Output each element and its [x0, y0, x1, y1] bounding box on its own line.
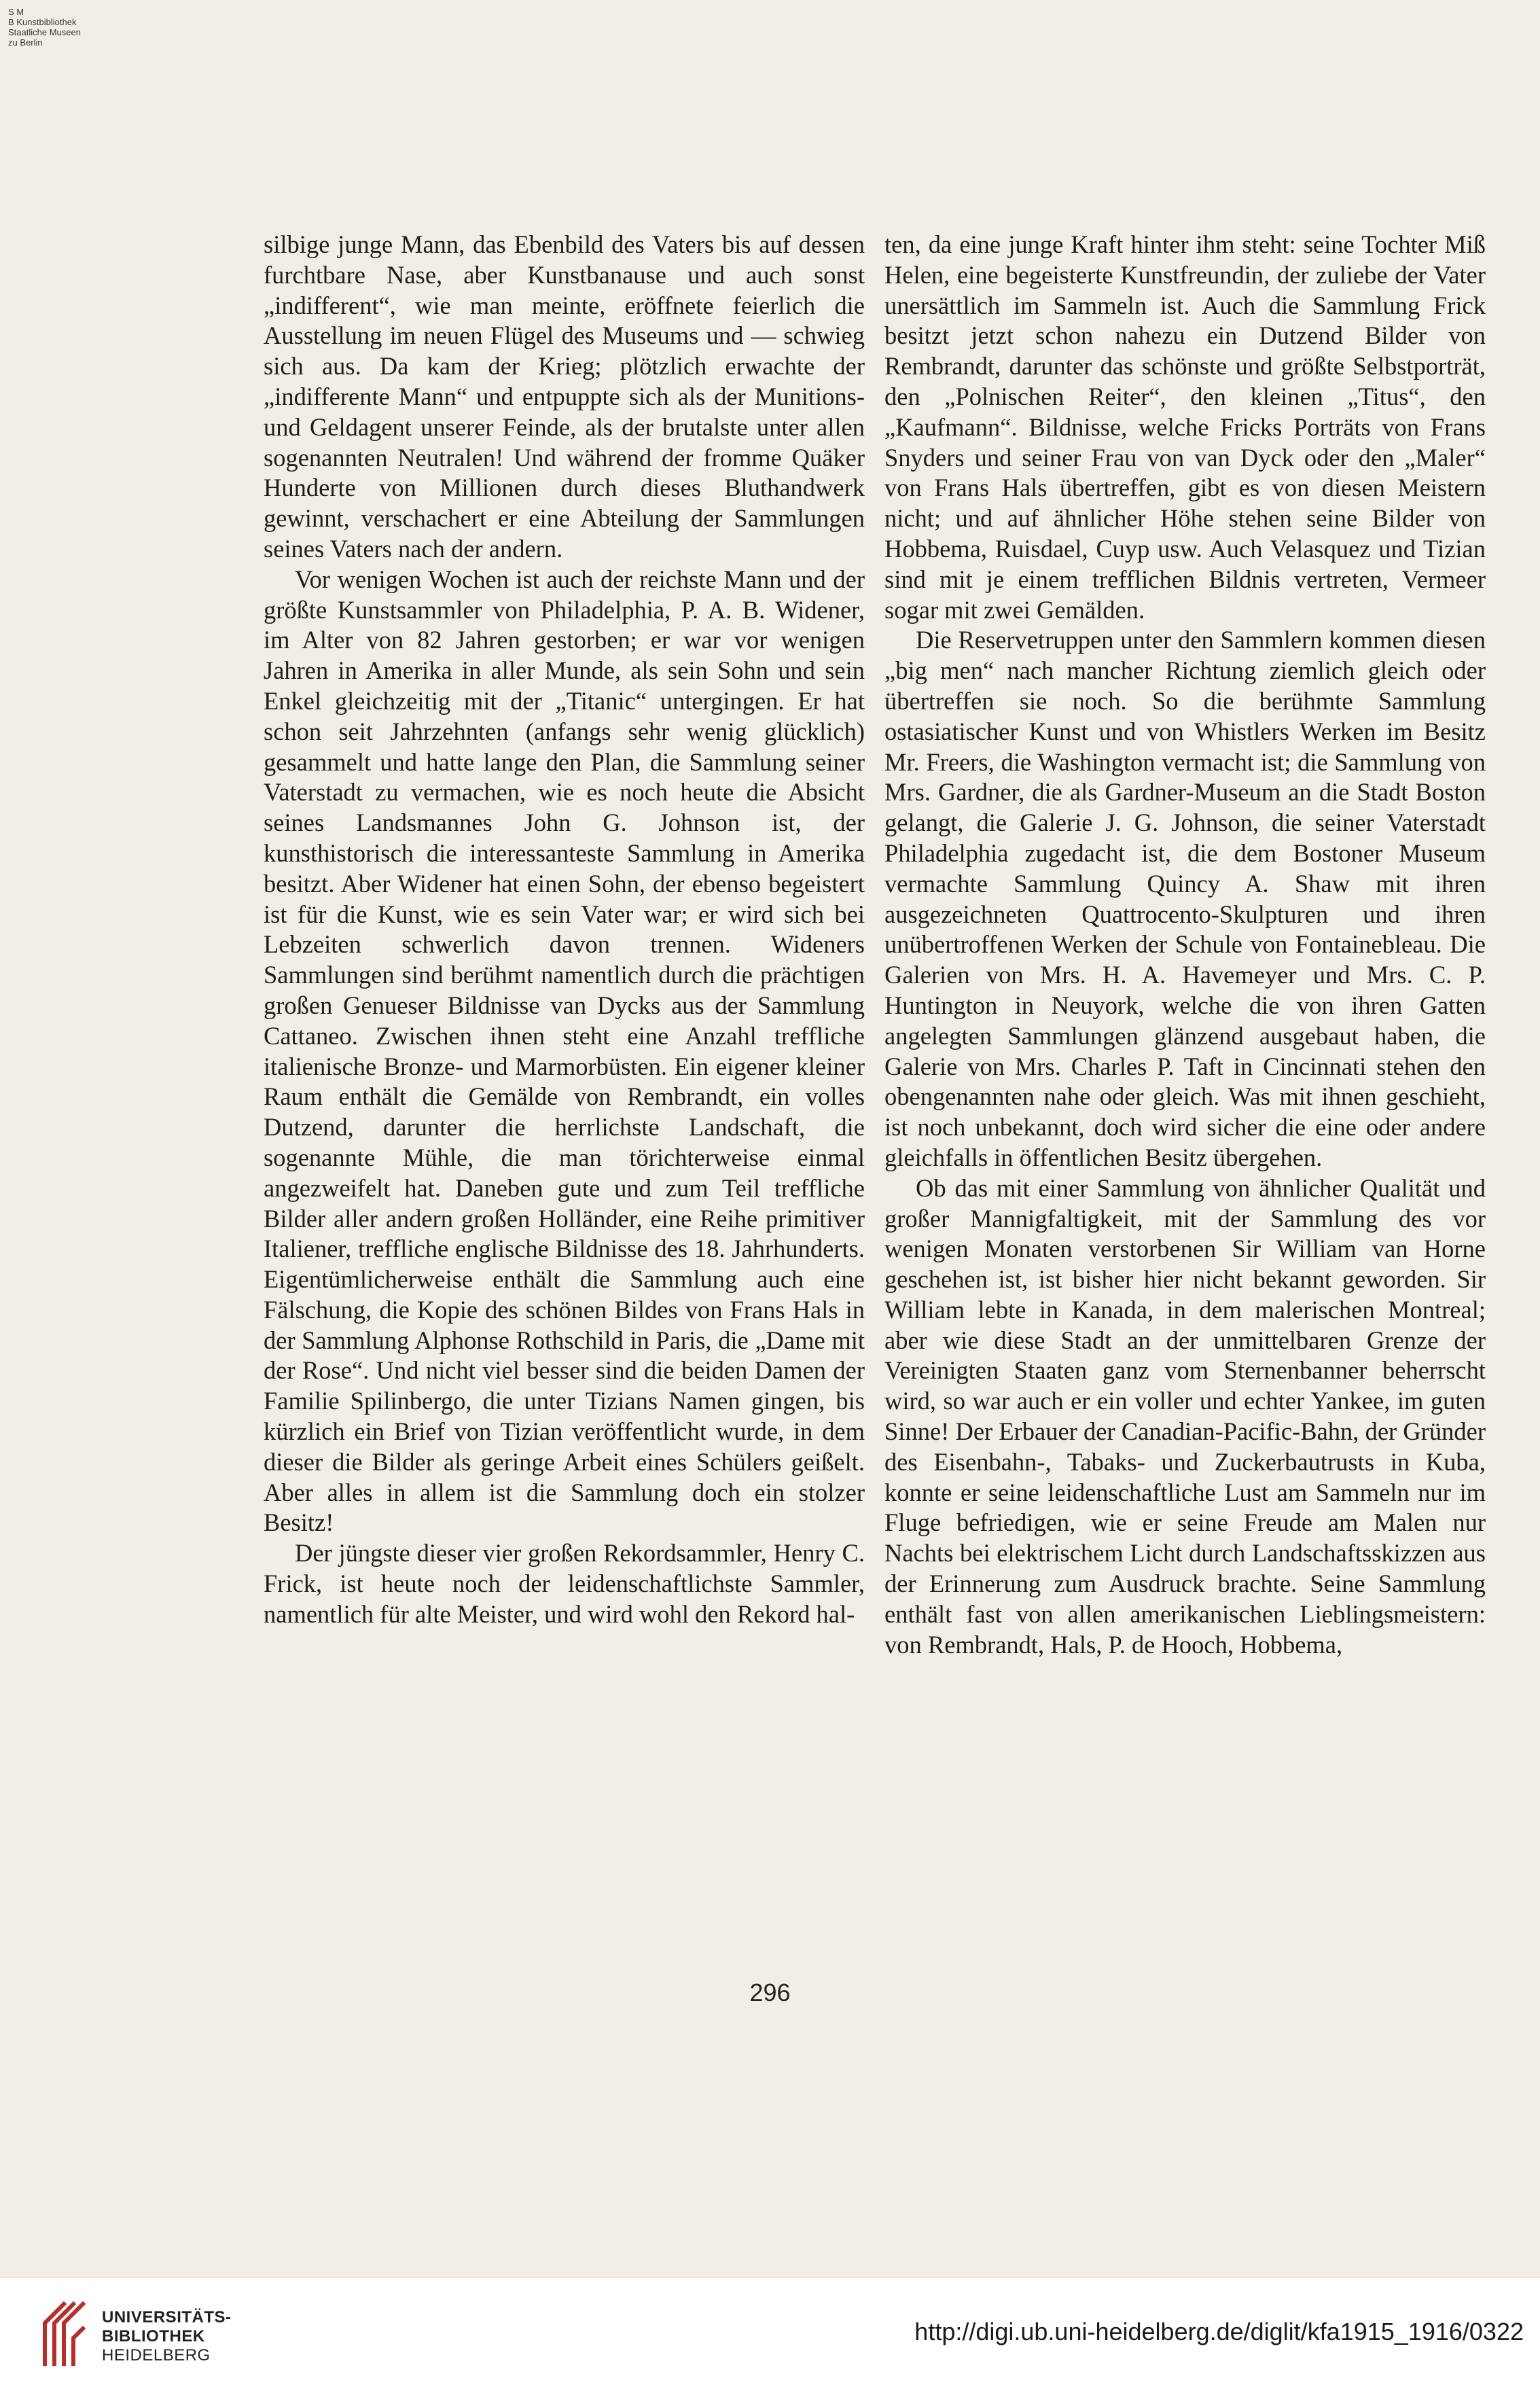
library-name-line: BIBLIOTHEK	[102, 2327, 205, 2345]
paragraph: Die Reservetruppen unter den Sammlern kommen diesen „big men“ nach mancher Richtung ziemlich gleich oder übertreffen sie noch. So die berühmte Sammlung ostasiatischer Kunst und von Whistlers Werken im Besitz Mr. Freers, die Washington vermacht ist; die Sammlung von Mrs. Gardner, die als Gardner-Museum an die Stadt Boston gelangt, die Galerie J. G. Johnson, die seiner Vaterstadt Philadelphia zugedacht ist, die dem Bostoner Museum vermachte Sammlung Quincy A. Shaw mit ihren ausgezeichneten Quattrocento-Skulpturen und ihren unübertroffenen Werken der Schule von Fontainebleau. Die Galerien von Mrs. H. A. Havemeyer und Mrs. C. P. Huntington in Neuyork, welche die von ihren Gatten angelegten Sammlungen glänzend ausgebaut haben, die Galerie von Mrs. Charles P. Taft in Cincinnati stehen den obengenannten nahe oder gleich. Was mit ihnen geschieht, ist noch unbekannt, doch wird sicher die eine oder andere gleichfalls in öffentlichen Besitz übergehen.	[884, 626, 1486, 1171]
digitization-footer	[0, 2278, 1540, 2391]
source-url-link[interactable]: http://digi.ub.uni-heidelberg.de/diglit/kfa1915_1916/0322	[914, 2318, 1524, 2345]
paragraph: silbige junge Mann, das Ebenbild des Vaters bis auf dessen furchtbare Nase, aber Kunstbanause und auch sonst „indifferent“, wie man meinte, eröffnete feierlich die Ausstellung im neuen Flügel des Museums und — schwieg sich aus. Da kam der Krieg; plötzlich erwachte der „indifferente Mann“ und entpuppte sich als der Munitions- und Geldagent unserer Feinde, als der brutalste unter allen sogenannten Neutralen! Und während der fromme Quäker Hunderte von Millionen durch dieses Bluthandwerk gewinnt, verschachert er eine Abteilung der Sammlungen seines Vaters nach der andern.	[264, 230, 865, 563]
text-column-right	[884, 230, 1486, 1660]
stamp-line: Staatliche Museen	[8, 27, 81, 37]
stamp-line: B Kunstbibliothek	[8, 17, 77, 27]
paragraph: Ob das mit einer Sammlung von ähnlicher Qualität und großer Mannigfaltigkeit, mit der Sammlung des vor wenigen Monaten verstorbenen Sir William van Horne geschehen ist, ist bisher hier nicht bekannt geworden. Sir William lebte in Kanada, in dem malerischen Montreal; aber wie diese Stadt an der unmittelbaren Grenze der Vereinigten Staaten ganz vom Sternenbanner beherrscht wird, so war auch er ein voller und echter Yankee, im guten Sinne! Der Erbauer der Canadian-Pacific-Bahn, der Gründer des Eisenbahn-, Tabaks- und Zuckerbautrusts in Kuba, konnte er seine leidenschaftliche Lust am Sammeln nur im Fluge befriedigen, wie er seine Freude am Malen nur Nachts bei elektrischem Licht durch Landschaftsskizzen aus der Erinnerung zum Ausdruck brachte. Seine Sammlung enthält fast von allen amerikanischen Lieblingsmeistern: von Rembrandt, Hals, P. de Hooch, Hobbema,	[884, 1173, 1486, 1659]
paragraph: Der jüngste dieser vier großen Rekordsammler, Henry C. Frick, ist heute noch der leidenschaftlichste Sammler, namentlich für alte Meister, und wird wohl den Rekord hal-	[264, 1539, 865, 1628]
paragraph: Vor wenigen Wochen ist auch der reichste Mann und der größte Kunstsammler von Philadelphia, P. A. B. Widener, im Alter von 82 Jahren gestorben; er war vor wenigen Jahren in Amerika in aller Munde, als sein Sohn und sein Enkel gleichzeitig mit der „Titanic“ untergingen. Er hat schon seit Jahrzehnten (anfangs sehr wenig glücklich) gesammelt und hatte lange den Plan, die Sammlung seiner Vaterstadt zu vermachen, wie es noch heute die Absicht seines Landsmannes John G. Johnson ist, der kunsthistorisch die interessanteste Sammlung in Amerika besitzt. Aber Widener hat einen Sohn, der ebenso begeistert ist für die Kunst, wie es sein Vater war; er wird sich bei Lebzeiten schwerlich davon trennen. Wideners Sammlungen sind berühmt namentlich durch die prächtigen großen Genueser Bildnisse van Dycks aus der Sammlung Cattaneo. Zwischen ihnen steht eine Anzahl treffliche italienische Bronze- und Marmorbüsten. Ein eigener kleiner Raum enthält die Gemälde von Rembrandt, ein volles Dutzend, darunter die herrlichste Landschaft, die sogenannte Mühle, die man törichterweise einmal angezweifelt hat. Daneben gute und zum Teil treffliche Bilder aller andern großen Holländer, eine Reihe primitiver Italiener, treffliche englische Bildnisse des 18. Jahrhunderts. Eigentümlicherweise enthält die Sammlung auch eine Fälschung, die Kopie des schönen Bildes von Frans Hals in der Sammlung Alphonse Rothschild in Paris, die „Dame mit der Rose“. Und nicht viel besser sind die beiden Damen der Familie Spilinbergo, die unter Tizians Namen gingen, bis kürzlich ein Brief von Tizian veröffentlicht wurde, in dem dieser die Bilder als geringe Arbeit eines Schülers geißelt. Aber alles in allem ist die Sammlung doch ein stolzer Besitz!	[264, 565, 865, 1537]
library-stamp	[8, 7, 144, 48]
library-name-line: UNIVERSITÄTS-	[102, 2308, 232, 2326]
paragraph: ten, da eine junge Kraft hinter ihm steht: seine Tochter Miß Helen, eine begeisterte Kunstfreundin, der zuliebe der Vater unersättlich im Sammeln ist. Auch die Sammlung Frick besitzt jetzt schon nahezu ein Dutzend Bilder von Rembrandt, darunter das schönste und größte Selbstporträt, den „Polnischen Reiter“, den kleinen „Titus“, den „Kaufmann“. Bildnisse, welche Fricks Porträts von Frans Snyders und seiner Frau von van Dyck oder den „Maler“ von Frans Hals übertreffen, gibt es von diesen Meistern nicht; und auf ähnlicher Höhe stehen seine Bilder von Hobbema, Ruisdael, Cuyp usw. Auch Velasquez und Tizian sind mit je einem trefflichen Bildnis vertreten, Vermeer sogar mit zwei Gemälden.	[884, 230, 1486, 624]
stamp-line: S M	[8, 7, 24, 17]
library-name	[102, 2308, 232, 2365]
library-name-line: HEIDELBERG	[102, 2346, 211, 2365]
university-library-logo-icon	[34, 2299, 88, 2370]
stamp-line: zu Berlin	[8, 37, 43, 48]
text-column-left	[264, 230, 865, 1630]
page-number: 296	[749, 1979, 791, 2006]
